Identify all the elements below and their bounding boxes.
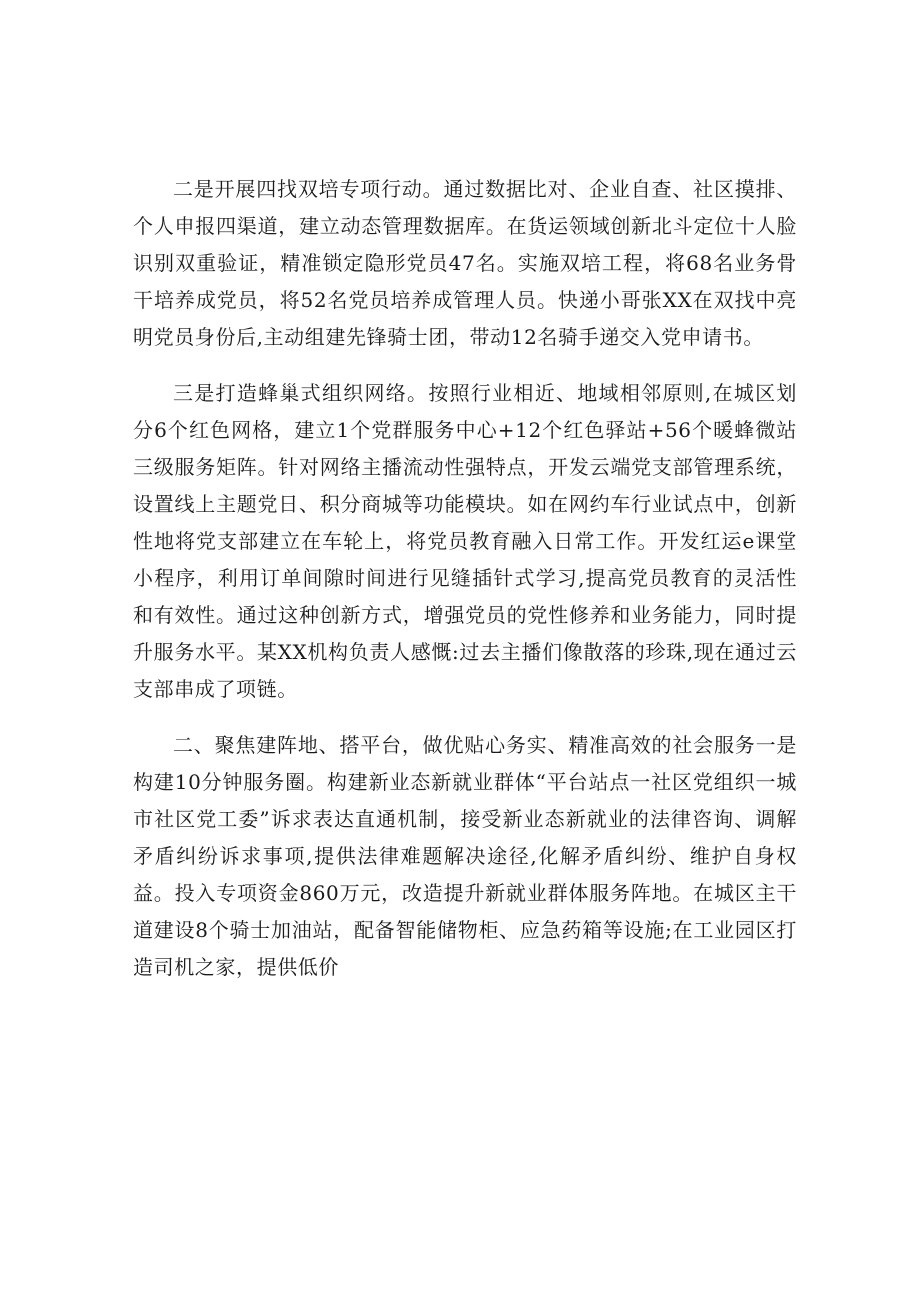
document-body [133, 171, 797, 986]
paragraph-service-positions: 二、聚焦建阵地、搭平台，做优贴心务实、精准高效的社会服务一是构建10分钟服务圈。构建新业态新就业群体“平台站点一社区党组织一城市社区党工委”诉求表达直通机制，接受新业态新就业的法律咨询、调解矛盾纠纷诉求事项,提供法律难题解决途径,化解矛盾纠纷、维护自身权益。投入专项资金860万元，改造提升新就业群体服务阵地。在城区主干道建设8个骑士加油站，配备智能储物柜、应急药箱等设施;在工业园区打造司机之家，提供低价 [133, 733, 797, 979]
paragraph-four-find-double-cultivate: 二是开展四找双培专项行动。通过数据比对、企业自查、社区摸排、个人申报四渠道，建立动态管理数据库。在货运领域创新北斗定位十人脸识别双重验证，精准锁定隐形党员47名。实施双培工程，将68名业务骨干培养成党员，将52名党员培养成管理人员。快递小哥张XX在双找中亮明党员身份后,主动组建先锋骑士团，带动12名骑手递交入党申请书。 [133, 177, 797, 349]
paragraph-honeycomb-network: 三是打造蜂巢式组织网络。按照行业相近、地域相邻原则,在城区划分6个红色网格，建立1个党群服务中心+12个红色驿站+56个暖蜂微站三级服务矩阵。针对网络主播流动性强特点，开发云端党支部管理系统，设置线上主题党日、积分商城等功能模块。如在网约车行业试点中，创新性地将党支部建立在车轮上，将党员教育融入日常工作。开发红运e课堂小程序，利用订单间隙时间进行见缝插针式学习,提高党员教育的灵活性和有效性。通过这种创新方式，增强党员的党性修养和业务能力，同时提升服务水平。某XX机构负责人感慨:过去主播们像散落的珍珠,现在通过云支部串成了项链。 [133, 381, 797, 701]
